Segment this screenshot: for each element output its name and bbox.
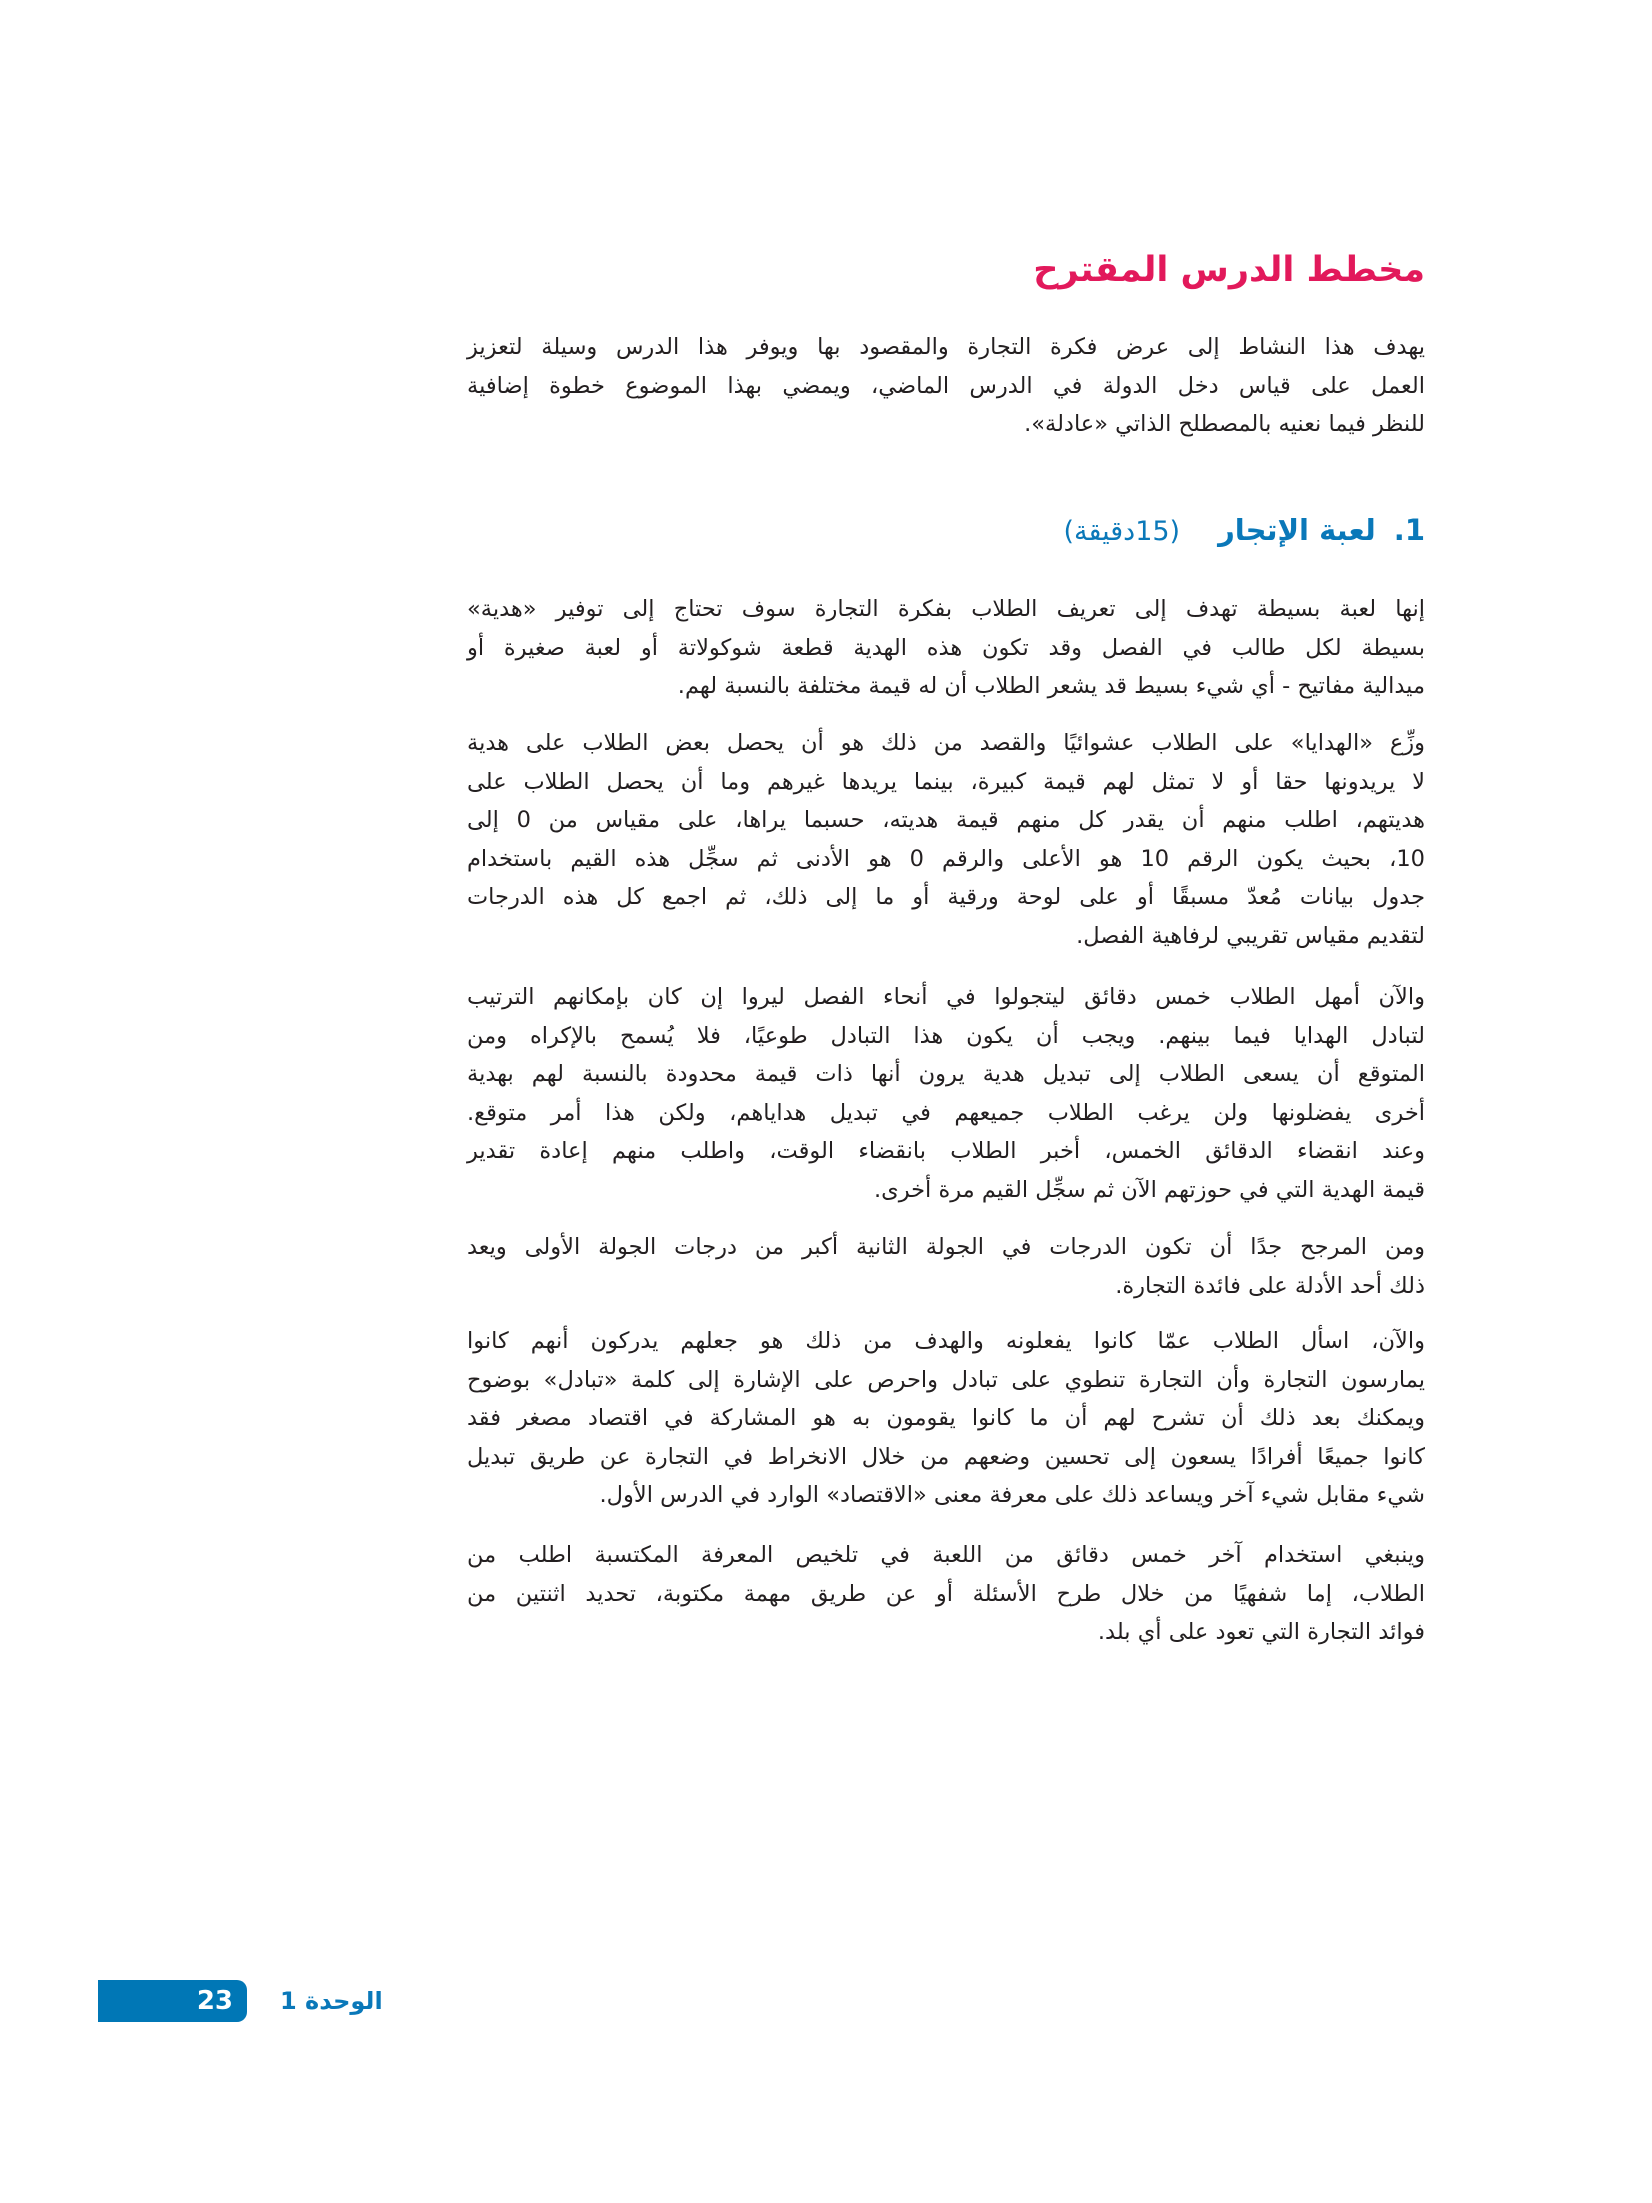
text-line: بسيطة لكل طالب في الفصل وقد تكون هذه الهدية قطعة شوكولاتة أو لعبة صغيرة أو bbox=[467, 634, 1425, 661]
text-line: العمل على قياس دخل الدولة في الدرس الماضي، ويمضي بهذا الموضوع خطوة إضافية bbox=[467, 372, 1425, 399]
text-line: لا يريدونها حقا أو لا تمثل لهم قيمة كبيرة، بينما يريدها غيرهم وما أن يحصل الطلاب على bbox=[467, 768, 1425, 795]
intro-paragraph bbox=[467, 328, 1425, 444]
paragraph bbox=[467, 1228, 1425, 1305]
text-line: للنظر فيما نعنيه بالمصطلح الذاتي «عادلة». bbox=[1024, 411, 1425, 437]
text-line: الطلاب، إما شفهيًا من خلال طرح الأسئلة أو عن طريق مهمة مكتوبة، تحديد اثنتين من bbox=[467, 1580, 1425, 1607]
text-line: هديتهم، اطلب منهم أن يقدر كل منهم قيمة هديته، حسبما يراها، على مقياس من 0 إلى bbox=[467, 807, 1425, 833]
section-duration: (15دقيقة) bbox=[1063, 516, 1181, 547]
text-line: المتوقع أن يسعى الطلاب إلى تبديل هدية يرون أنها ذات قيمة محدودة بالنسبة لهم بهدية bbox=[467, 1061, 1425, 1087]
paragraph bbox=[467, 1536, 1425, 1652]
text-line: ومن المرجح جدًا أن تكون الدرجات في الجولة الثانية أكبر من درجات الجولة الأولى ويعد bbox=[467, 1234, 1425, 1260]
text-line: وينبغي استخدام آخر خمس دقائق من اللعبة في تلخيص المعرفة المكتسبة اطلب من bbox=[467, 1542, 1425, 1568]
text-line: وزِّع «الهدايا» على الطلاب عشوائيًا والقصد من ذلك هو أن يحصل بعض الطلاب على هدية bbox=[467, 730, 1425, 756]
text-line: وعند انقضاء الدقائق الخمس، أخبر الطلاب بانقضاء الوقت، واطلب منهم إعادة تقدير bbox=[467, 1138, 1425, 1164]
section-heading bbox=[467, 508, 1425, 552]
text-line: فوائد التجارة التي تعود على أي بلد. bbox=[1097, 1619, 1425, 1645]
section-number: 1. bbox=[1393, 513, 1425, 547]
text-line: 10، بحيث يكون الرقم 10 هو الأعلى والرقم 0 هو الأدنى ثم سجِّل هذه القيم باستخدام bbox=[467, 845, 1425, 872]
paragraph bbox=[467, 1322, 1425, 1515]
text-line: والآن أمهل الطلاب خمس دقائق ليتجولوا في أنحاء الفصل ليروا إن كان بإمكانهم الترتيب bbox=[467, 984, 1425, 1010]
unit-label: الوحدة 1 bbox=[280, 1987, 383, 2015]
text-line: قيمة الهدية التي في حوزتهم الآن ثم سجِّل القيم مرة أخرى. bbox=[873, 1176, 1425, 1203]
text-line: جدول بيانات مُعدّ مسبقًا أو على لوحة ورقية أو ما إلى ذلك، ثم اجمع كل هذه الدرجات bbox=[467, 884, 1425, 910]
paragraph bbox=[467, 590, 1425, 706]
page-title: مخطط الدرس المقترح bbox=[1033, 250, 1425, 290]
text-line: والآن، اسأل الطلاب عمّا كانوا يفعلونه والهدف من ذلك هو جعلهم يدركون أنهم كانوا bbox=[467, 1328, 1425, 1354]
paragraph bbox=[467, 978, 1425, 1209]
section-title: لعبة الإتجار bbox=[1218, 513, 1376, 547]
text-line: لتقديم مقياس تقريبي لرفاهية الفصل. bbox=[1076, 922, 1425, 949]
page-number: 23 bbox=[196, 1986, 233, 2016]
text-line: يمارسون التجارة وأن التجارة تنطوي على تبادل واحرص على الإشارة إلى كلمة «تبادل» بوضوح bbox=[467, 1366, 1425, 1393]
text-line: لتبادل الهدايا فيما بينهم. ويجب أن يكون هذا التبادل طوعيًا، فلا يُسمح بالإكراه ومن bbox=[467, 1022, 1425, 1049]
page-number-tab bbox=[98, 1980, 247, 2022]
text-line: ذلك أحد الأدلة على فائدة التجارة. bbox=[1115, 1272, 1425, 1299]
text-line: إنها لعبة بسيطة تهدف إلى تعريف الطلاب بفكرة التجارة سوف تحتاج إلى توفير «هدية» bbox=[467, 596, 1425, 622]
paragraph bbox=[467, 724, 1425, 955]
text-line: يهدف هذا النشاط إلى عرض فكرة التجارة والمقصود بها ويوفر هذا الدرس وسيلة لتعزيز bbox=[467, 334, 1425, 360]
text-line: شيء مقابل شيء آخر ويساعد ذلك على معرفة معنى «الاقتصاد» الوارد في الدرس الأول. bbox=[599, 1482, 1425, 1508]
text-line: ميدالية مفاتيح - أي شيء بسيط قد يشعر الطلاب أن له قيمة مختلفة بالنسبة لهم. bbox=[677, 673, 1425, 699]
text-line: كانوا جميعًا أفرادًا يسعون إلى تحسين وضعهم من خلال الانخراط في التجارة عن طريق تبديل bbox=[467, 1443, 1425, 1470]
text-line: أخرى يفضلونها ولن يرغب الطلاب جميعهم في تبديل هداياهم، ولكن هذا أمر متوقع. bbox=[467, 1099, 1425, 1126]
text-line: ويمكنك بعد ذلك أن تشرح لهم أن ما كانوا يقومون به هو المشاركة في اقتصاد مصغر فقد bbox=[467, 1405, 1425, 1431]
